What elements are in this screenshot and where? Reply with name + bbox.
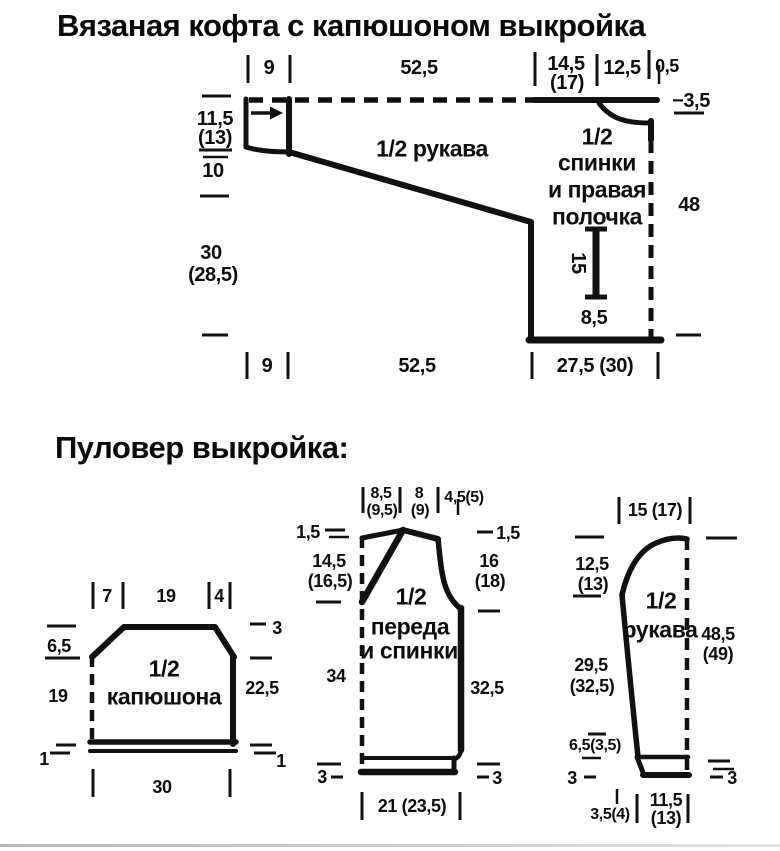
cardigan-dim-slit-offset: 8,5 (580, 307, 608, 329)
sleeve-dim-right-len: 48,5 (701, 624, 735, 644)
cardigan-dim-right-height: 48 (678, 194, 700, 216)
sleeve-dim-left-taper: 6,5(3,5) (569, 737, 621, 754)
front-back-dim-top-neck-alt: (9,5) (366, 502, 398, 519)
sleeve-label-2: рукава (622, 616, 698, 643)
cardigan-dim-top-shoulder: 0,5 (655, 56, 679, 76)
sleeve-dim-bottom-offset: 3,5(4) (590, 806, 630, 823)
front-back-dim-left-neck: 14,5 (312, 551, 346, 571)
cardigan-body-label-1: 1/2 (581, 123, 613, 150)
cardigan-dim-left-width-alt: (28,5) (188, 264, 238, 286)
cardigan-dim-top-back-alt: (17) (550, 72, 584, 94)
cardigan-dim-left-top: 10 (202, 160, 224, 182)
cardigan-dim-left-cuff: 11,5 (196, 108, 234, 130)
sleeve-dim-left-rib: 3 (567, 768, 577, 788)
sleeve-outline (622, 538, 689, 775)
front-back-label-3: и спинки (360, 637, 458, 664)
cardigan-dim-left-width: 30 (200, 242, 222, 264)
hood-dim-top-c: 4 (214, 586, 224, 606)
hood-dim-top-b: 19 (156, 586, 176, 606)
front-back-dim-top-shoulder: 8 (414, 485, 424, 502)
pullover-title: Пуловер выкройка: (55, 430, 349, 465)
hood-dim-left-height: 19 (48, 686, 68, 706)
sleeve-dim-left-cap-alt: (13) (577, 574, 609, 594)
front-back-dim-right-side: 32,5 (470, 678, 504, 698)
sleeve-dim-left-len: 29,5 (574, 655, 608, 675)
front-back-dim-top-armhole: 4,5(5) (444, 489, 484, 506)
cardigan-dim-top-front: 12,5 (603, 57, 641, 79)
front-back-dim-right-armhole: 16 (479, 551, 499, 571)
front-back-label-2: переда (370, 613, 450, 640)
cardigan-sleeve-label: 1/2 рукава (376, 135, 488, 162)
sleeve-dim-bottom-width: 11,5 (649, 790, 683, 810)
sleeve-dim-left-len-alt: (32,5) (569, 676, 615, 696)
cardigan-dim-top-cuff: 9 (263, 57, 275, 79)
hood-label-1: 1/2 (148, 655, 180, 682)
front-back-dim-left-side: 34 (326, 666, 346, 686)
sleeve-dim-top-width: 15 (17) (627, 500, 683, 520)
cardigan-dim-bottom-sleeve: 52,5 (398, 355, 436, 377)
hood-dim-right-height: 22,5 (245, 678, 279, 698)
cardigan-dim-top-back: 14,5 (547, 53, 585, 75)
cardigan-dim-right-neck: −3,5 (672, 90, 710, 112)
cardigan-body-label-4: полочка (551, 203, 643, 230)
cardigan-dim-left-cuff-alt: (13) (198, 127, 232, 149)
hood-label-2: капюшона (106, 683, 222, 710)
front-back-dim-right-drop: 1,5 (496, 523, 520, 543)
front-back-dim-left-rise: 1,5 (296, 522, 320, 542)
front-back-dim-right-armhole-alt: (18) (474, 571, 506, 591)
cardigan-dim-slit-height: 15 (567, 252, 589, 274)
hood-dim-bottom-width: 30 (152, 777, 172, 797)
sleeve-dim-right-len-alt: (49) (702, 644, 734, 664)
scan-edge-shadow (0, 844, 780, 847)
cardigan-dim-top-sleeve: 52,5 (400, 57, 438, 79)
sleeve-dim-left-cap: 12,5 (575, 554, 609, 574)
sleeve-label-1: 1/2 (645, 587, 677, 614)
front-back-dim-bottom-width: 21 (23,5) (377, 796, 447, 816)
sleeve-dim-right-rib: 3 (727, 768, 737, 788)
front-back-dim-left-neck-alt: (16,5) (307, 571, 353, 591)
knit-direction-arrow-icon (251, 107, 283, 120)
cardigan-body-label-3: и правая (547, 176, 647, 203)
front-back-dim-left-rib: 3 (317, 767, 327, 787)
front-back-dim-top-neck: 8,5 (370, 485, 392, 502)
hood-dim-top-a: 7 (102, 586, 112, 606)
cardigan-body-label-2: спинки (558, 149, 636, 176)
front-back-dim-top-shoulder-alt: (9) (410, 502, 430, 519)
hood-dim-right-chamfer: 3 (272, 618, 282, 638)
sleeve-dim-bottom-width-alt: (13) (650, 808, 682, 828)
cardigan-dim-bottom-cuff: 9 (261, 355, 273, 377)
cardigan-dim-bottom-body: 27,5 (30) (556, 355, 634, 377)
front-back-label-1: 1/2 (395, 583, 427, 610)
front-back-dim-right-rib: 3 (492, 768, 502, 788)
cardigan-title: Вязаная кофта с капюшоном выкройка (57, 8, 646, 43)
hood-dim-left-hem: 1 (39, 749, 49, 769)
hood-dim-left-chamfer: 6,5 (47, 636, 71, 656)
hood-dim-right-hem: 1 (276, 751, 286, 771)
